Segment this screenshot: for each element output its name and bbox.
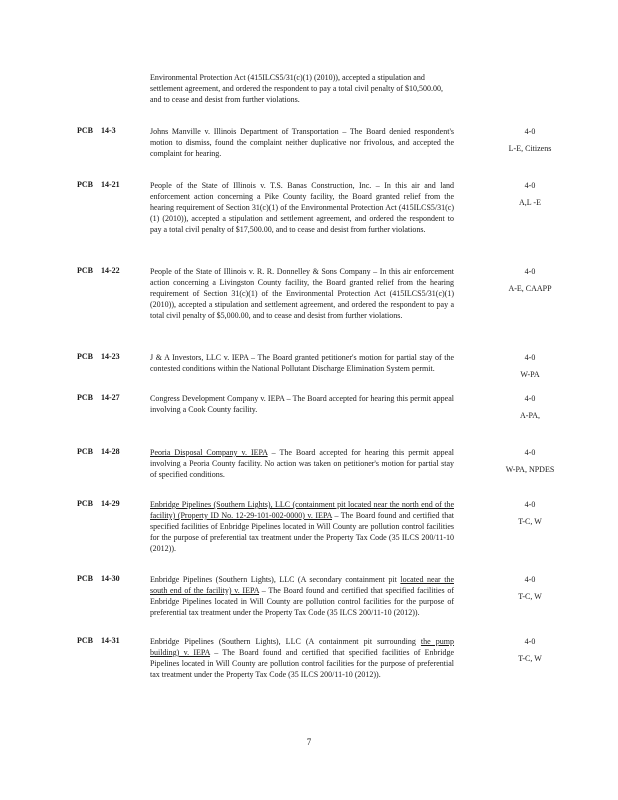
case-disposition (470, 636, 590, 670)
agency-label: PCB (77, 447, 93, 456)
case-type-code: A,L -E (519, 198, 541, 207)
case-disposition (470, 499, 590, 533)
case-summary (150, 447, 454, 480)
case-caption: located near the south end of the facility) v. IEPA (150, 575, 454, 595)
vote-count: 4-0 (524, 575, 536, 584)
case-type-code: A-E, CAAPP (508, 284, 552, 293)
case-summary (150, 266, 454, 321)
vote-count: 4-0 (524, 500, 536, 509)
case-type-code: W-PA (520, 370, 540, 379)
case-type-code: L-E, Citizens (508, 144, 552, 153)
case-summary (150, 352, 454, 374)
case-type-code: T-C, W (518, 517, 542, 526)
vote-count: 4-0 (524, 353, 536, 362)
case-summary-text: – The Board found and certified that specified facilities of Enbridge Pipelines located in Will County are pollution control facilities for the purpose of preferential tax treatment under the Property Tax Code (35 ILCS 200/11-10 (2012)). (150, 648, 454, 679)
case-summary (150, 574, 454, 618)
case-summary-text: Enbridge Pipelines (Southern Lights), LLC (A secondary containment pit (150, 575, 401, 584)
case-disposition (470, 352, 590, 386)
case-number: 14-28 (101, 447, 120, 456)
case-caption: Peoria Disposal Company v. IEPA (150, 448, 268, 457)
agency-label: PCB (77, 574, 93, 583)
page-number: 7 (306, 737, 312, 747)
case-type-code: W-PA, NPDES (505, 465, 555, 474)
case-number: 14-3 (101, 126, 116, 135)
agency-label: PCB (77, 266, 93, 275)
case-summary-text: People of the State of Illinois v. R. R. Donnelley & Sons Company – In this air enforcement action concerning a Livingston County facility, the Board granted relief from the hearing requirement of Section 31(c)(1) of the Environmental Protection Act (415ILCS5/31(c)(1) (2010)), accepted a stipulation and settlement agreement, and ordered the respondent to pay a total civil penalty of $5,000.00, and to cease and desist from further violations. (150, 267, 454, 320)
case-summary-text: – The Board found and certified that specified facilities of Enbridge Pipelines located in Will County are pollution control facilities for the purpose of preferential tax treatment under the Property Tax Code (35 ILCS 200/11-10 (2012)). (150, 511, 455, 553)
case-summary-text: – The Board accepted for hearing this permit appeal involving a Peoria County facility. No action was taken on petitioner's motion for partial stay of specified conditions. (150, 448, 454, 479)
case-number: 14-27 (101, 393, 120, 402)
case-number: 14-29 (101, 499, 120, 508)
case-disposition (470, 574, 590, 608)
case-summary (150, 636, 454, 680)
case-type-code: T-C, W (518, 592, 542, 601)
agency-label: PCB (77, 393, 93, 402)
case-summary (150, 126, 454, 159)
case-number: 14-22 (101, 266, 120, 275)
case-disposition (470, 180, 590, 214)
case-summary-text: – The Board found and certified that specified facilities of Enbridge Pipelines located in Will County are pollution control facilities for the purpose of preferential tax treatment under the Property Tax Code (35 ILCS 200/11-10 (2012)). (150, 586, 454, 617)
case-number: 14-23 (101, 352, 120, 361)
case-summary-text: Johns Manville v. Illinois Department of Transportation – The Board denied respondent's motion to dismiss, found the complaint neither duplicative nor frivolous, and accepted the complaint for hearing. (150, 127, 454, 158)
agency-label: PCB (77, 352, 93, 361)
case-disposition (470, 266, 590, 300)
case-summary-text: Enbridge Pipelines (Southern Lights), LLC (A containment pit surrounding (150, 637, 421, 646)
case-number: 14-31 (101, 636, 120, 645)
agency-label: PCB (77, 126, 93, 135)
case-disposition (470, 126, 590, 160)
vote-count: 4-0 (524, 394, 536, 403)
case-disposition (470, 393, 590, 427)
vote-count: 4-0 (524, 267, 536, 276)
agency-label: PCB (77, 636, 93, 645)
case-summary-text: People of the State of Illinois v. T.S. Banas Construction, Inc. – In this air and land enforcement action concerning a Pike County facility, the Board granted relief from the hearing requirement of Section 31(c)(1) of the Environmental Protection Act (415ILCS5/31(c)(1) (2010)), accepted a stipulation and settlement agreement, and ordered the respondent to pay a total civil penalty of $17,500.00, and to cease and desist from further violations. (150, 181, 454, 234)
vote-count: 4-0 (524, 127, 536, 136)
case-type-code: A-PA, (520, 411, 540, 420)
agency-label: PCB (77, 180, 93, 189)
case-caption: the pump building) v. IEPA (150, 637, 455, 657)
case-number: 14-21 (101, 180, 120, 189)
case-summary-text: Congress Development Company v. IEPA – The Board accepted for hearing this permit appeal involving a Cook County facility. (150, 394, 454, 414)
case-disposition (470, 447, 590, 481)
case-type-code: T-C, W (518, 654, 542, 663)
case-summary (150, 180, 454, 235)
vote-count: 4-0 (524, 181, 536, 190)
case-caption: Enbridge Pipelines (Southern Lights), LLC (containment pit located near the north end of the facility) (Property ID No. 12-29-101-002-0000) v. IEPA (150, 500, 454, 520)
continued-paragraph: Environmental Protection Act (415ILCS5/31(c)(1) (2010)), accepted a stipulation and settlement agreement, and ordered the respondent to pay a total civil penalty of $10,500.00, and to cease and desist from further violations. (150, 73, 444, 104)
case-summary (150, 393, 454, 415)
vote-count: 4-0 (524, 448, 536, 457)
case-summary-text: J & A Investors, LLC v. IEPA – The Board granted petitioner's motion for partial stay of the contested conditions within the National Pollutant Discharge Elimination System permit. (150, 353, 454, 373)
case-summary (150, 499, 454, 554)
vote-count: 4-0 (524, 637, 536, 646)
agency-label: PCB (77, 499, 93, 508)
case-number: 14-30 (101, 574, 120, 583)
